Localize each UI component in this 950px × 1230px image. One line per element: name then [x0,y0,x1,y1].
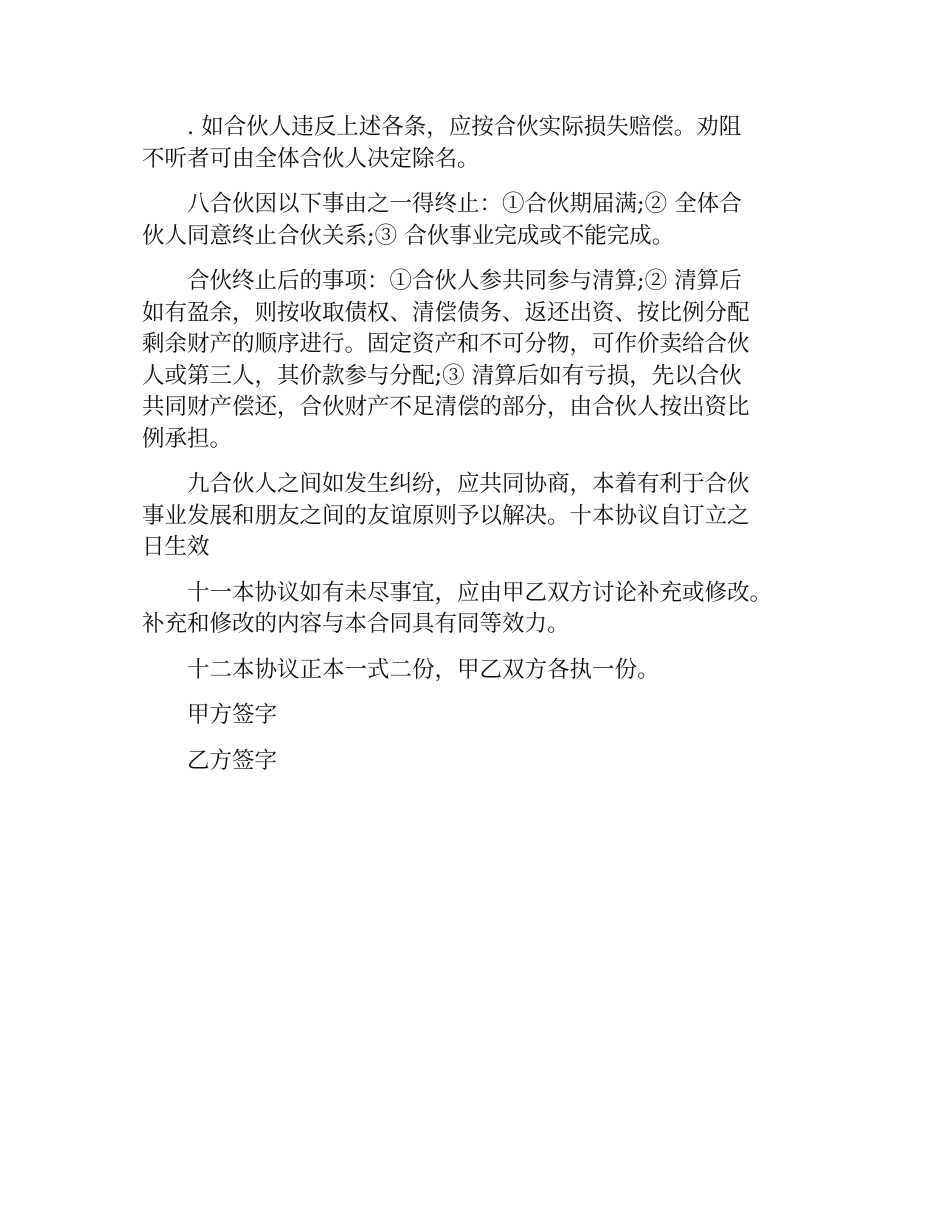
party-b-signature-label: 乙方签字 [187,747,278,774]
paragraph-post-termination-matters: 合伙终止后的事项：①合伙人参共同参与清算;② 清算后 如有盈余，则按收取债权、清偿债务、返还出资、按比例分配 剩余财产的顺序进行。固定资产和不可分物，可作价卖给合伙 人或第三人，其价款参与分配;③ 清算后如有亏损，先以合伙 共同财产偿还，合伙财产不足清偿的部分，由合伙人按出资比 例承担。 [142,268,750,452]
document-body [142,112,822,791]
paragraph-dispute-resolution: 九合伙人之间如发生纠纷，应共同协商，本着有利于合伙 事业发展和朋友之间的友谊原则予以解决。十本协议自订立之 日生效 [142,471,750,560]
paragraph-violation-compensation: . 如合伙人违反上述各条，应按合伙实际损失赔偿。劝阻 不听者可由全体合伙人决定除名。 [142,114,742,172]
party-a-signature-label: 甲方签字 [187,702,278,728]
paragraph-termination-causes: 八合伙因以下事由之一得终止：①合伙期届满;② 全体合 伙人同意终止合伙关系;③ 合伙事业完成或不能完成。 [142,191,742,249]
paragraph-copies: 十二本协议正本一式二份，甲乙双方各执一份。 [187,656,660,683]
paragraph-supplement-modification: 十一本协议如有未尽事宜，应由甲乙双方讨论补充或修改。 补充和修改的内容与本合同具有同等效力。 [142,579,773,637]
